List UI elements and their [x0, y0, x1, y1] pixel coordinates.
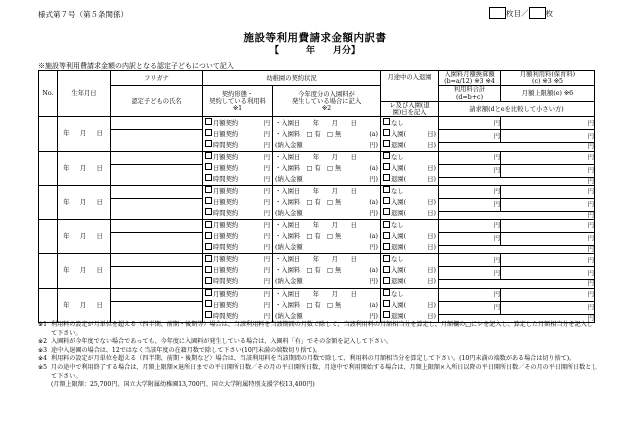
- furigana-field[interactable]: [111, 117, 203, 130]
- checkbox[interactable]: [205, 232, 212, 239]
- monthly-fee-field[interactable]: [439, 254, 501, 267]
- midway-out-label: 退園(: [391, 175, 407, 183]
- page-of-label: 枚目／: [506, 8, 529, 18]
- admission-cell: [273, 254, 381, 288]
- usage-fee-field[interactable]: [501, 151, 595, 164]
- header-monthly-limit: 月額上限額(e) ※6: [501, 86, 595, 101]
- checkbox[interactable]: [205, 300, 212, 307]
- checkbox[interactable]: [383, 289, 390, 296]
- admission-date-field[interactable]: ・入園日 年 月 日: [275, 222, 357, 230]
- admission-flag-field[interactable]: ・入園料 □ 有 □ 無: [275, 164, 342, 172]
- header-usage-fee: 月額利用料(保育料) (c) ※3 ※5: [501, 71, 595, 86]
- child-name-field[interactable]: [111, 301, 203, 322]
- checkbox[interactable]: [205, 255, 212, 262]
- yen-unit: 円: [493, 222, 500, 230]
- contract-cell: [203, 220, 273, 254]
- checkbox[interactable]: [205, 311, 212, 318]
- checkbox[interactable]: [205, 174, 212, 181]
- yen-unit: 円: [263, 175, 270, 183]
- admission-amount-field[interactable]: (納入金額: [275, 244, 303, 252]
- ymd-label: 年 月 日: [63, 267, 105, 275]
- admission-cell: [273, 220, 381, 254]
- footnote-text: 利用料の設定が月単位を超える（四半期、前期・後期など）場合は、当該利用料を当該期間の月数で除して、利用料の月額相当分を算定して下さい。(10円未満の端数がある場合は切り捨て)。: [51, 355, 576, 363]
- admission-date-field[interactable]: ・入園日 年 月 日: [275, 187, 357, 195]
- midway-none-label: なし: [391, 256, 404, 264]
- monthly-limit-field[interactable]: [501, 198, 595, 211]
- yen-unit: 円: [493, 269, 500, 277]
- usage-fee-field[interactable]: [501, 288, 595, 301]
- row-number-cell[interactable]: [39, 185, 58, 219]
- monthly-fee-field[interactable]: [439, 185, 501, 198]
- contract-option-label: 時間契約: [213, 209, 239, 217]
- midway-cell: [381, 117, 439, 151]
- yen-unit: 円: [587, 256, 594, 264]
- contract-option-label: 月額契約: [213, 222, 239, 230]
- yen-unit: 円: [493, 154, 500, 162]
- header-kindergarten-status: 幼稚園の契約状況: [203, 71, 381, 86]
- admission-amount-unit: 円): [369, 312, 378, 320]
- claim-amount-field[interactable]: [439, 143, 595, 151]
- yen-unit: 円: [263, 164, 270, 172]
- yen-unit: 円: [587, 235, 594, 243]
- contract-option-label: 時間契約: [213, 244, 239, 252]
- admission-amount-unit: 円): [369, 209, 378, 217]
- checkbox[interactable]: [383, 311, 390, 318]
- footnote-key: ※4: [38, 355, 47, 363]
- checkbox[interactable]: [383, 186, 390, 193]
- footnote: [38, 355, 598, 364]
- yen-unit: 円: [493, 201, 500, 209]
- child-name-field[interactable]: [111, 233, 203, 254]
- yen-unit: 円: [587, 119, 594, 127]
- checkbox[interactable]: [383, 197, 390, 204]
- yen-unit: 円: [263, 256, 270, 264]
- contract-option-label: 日額契約: [213, 198, 239, 206]
- yen-unit: 円: [493, 119, 500, 127]
- header-furigana: フリガナ: [111, 71, 203, 86]
- fee-total-field[interactable]: [439, 198, 501, 211]
- monthly-limit-field[interactable]: [501, 233, 595, 246]
- claim-amount-field[interactable]: [439, 211, 595, 219]
- header-claim-amount: 請求額(dとeを比較して小さい方): [439, 101, 595, 116]
- midway-none-label: なし: [391, 187, 404, 195]
- table-row: [39, 151, 595, 164]
- yen-unit: 円: [263, 198, 270, 206]
- footnote: [38, 338, 598, 347]
- ymd-label: 年 月 日: [63, 130, 105, 138]
- header-fee-total: 利用料合計 (d=b+c): [439, 86, 501, 101]
- ymd-label: 年 月 日: [63, 301, 105, 309]
- midway-cell: [381, 185, 439, 219]
- yen-unit: 円: [587, 314, 594, 322]
- header-admission-fee: 今年度分の入園料が 発生している場合に記入 ※2: [273, 86, 381, 117]
- yen-unit: 円: [587, 280, 594, 288]
- yen-unit: 円: [587, 132, 594, 140]
- midway-cell: [381, 151, 439, 185]
- page-count: [489, 7, 553, 19]
- checkbox[interactable]: [383, 277, 390, 284]
- day-unit: 日): [427, 198, 436, 206]
- yen-unit: 円: [587, 201, 594, 209]
- checkbox[interactable]: [205, 277, 212, 284]
- yen-unit: 円: [587, 303, 594, 311]
- yen-unit: 円: [587, 143, 594, 151]
- furigana-field[interactable]: [111, 254, 203, 267]
- midway-cell: [381, 254, 439, 288]
- admission-amount-unit: 円): [369, 278, 378, 286]
- day-unit: 日): [427, 164, 436, 172]
- row-number-cell[interactable]: [39, 117, 58, 151]
- claim-table: [38, 70, 595, 323]
- contract-option-label: 日額契約: [213, 164, 239, 172]
- yen-unit: 円: [263, 301, 270, 309]
- midway-in-label: 入園(: [391, 301, 407, 309]
- footnote: [38, 364, 598, 381]
- child-name-field[interactable]: [111, 164, 203, 185]
- monthly-limit-field[interactable]: [501, 164, 595, 177]
- monthly-limit-field[interactable]: [501, 130, 595, 143]
- admission-flag-mark: (a): [369, 267, 378, 275]
- footnote-text: (月額上限額：25,700円、国立大学附属幼稚園13,700円、国立大学附属特別支援学校13,400円): [51, 381, 315, 389]
- midway-none-label: なし: [391, 222, 404, 230]
- admission-date-field[interactable]: ・入園日 年 月 日: [275, 290, 357, 298]
- monthly-fee-field[interactable]: [439, 288, 501, 301]
- admission-date-field[interactable]: ・入園日 年 月 日: [275, 119, 357, 127]
- midway-out-label: 退園(: [391, 141, 407, 149]
- admission-flag-field[interactable]: ・入園料 □ 有 □ 無: [275, 233, 342, 241]
- contract-option-label: 日額契約: [213, 267, 239, 275]
- fee-total-field[interactable]: [439, 233, 501, 246]
- billing-period: 【 年 月分】: [269, 46, 360, 56]
- usage-fee-field[interactable]: [501, 220, 595, 233]
- admission-amount-field[interactable]: (納入金額: [275, 312, 303, 320]
- midway-none-label: なし: [391, 290, 404, 298]
- ymd-label: 年 月 日: [63, 233, 105, 241]
- checkbox[interactable]: [205, 221, 212, 228]
- row-number-cell[interactable]: [39, 220, 58, 254]
- yen-unit: 円: [263, 312, 270, 320]
- table-row: [39, 117, 595, 130]
- midway-in-label: 入園(: [391, 164, 407, 172]
- child-name-field[interactable]: [111, 130, 203, 151]
- fee-total-field[interactable]: [439, 301, 501, 314]
- admission-flag-mark: (a): [369, 301, 378, 309]
- day-unit: 日): [427, 244, 436, 252]
- contract-option-label: 月額契約: [213, 187, 239, 195]
- footnote-text: 入園料が今年度でない場合であっても、今年度に入園料が発生している場合は、入園料「有」でその金額を記入して下さい。: [51, 338, 393, 346]
- checkbox[interactable]: [205, 289, 212, 296]
- monthly-limit-field[interactable]: [501, 267, 595, 280]
- birth-date-field[interactable]: [58, 117, 111, 151]
- monthly-limit-field[interactable]: [501, 301, 595, 314]
- day-unit: 日): [427, 301, 436, 309]
- row-number-cell[interactable]: [39, 254, 58, 288]
- admission-flag-field[interactable]: ・入園料 □ 有 □ 無: [275, 130, 342, 138]
- yen-unit: 円: [493, 188, 500, 196]
- midway-in-label: 入園(: [391, 130, 407, 138]
- day-unit: 日): [427, 175, 436, 183]
- claim-amount-field[interactable]: [439, 177, 595, 185]
- ymd-label: 年 月 日: [63, 164, 105, 172]
- checkbox[interactable]: [383, 221, 390, 228]
- contract-option-label: 日額契約: [213, 301, 239, 309]
- admission-flag-mark: (a): [369, 198, 378, 206]
- checkbox[interactable]: [205, 243, 212, 250]
- yen-unit: 円: [587, 290, 594, 298]
- table-row: [39, 220, 595, 233]
- table-row: [39, 185, 595, 198]
- day-unit: 日): [427, 130, 436, 138]
- yen-unit: 円: [493, 290, 500, 298]
- admission-flag-mark: (a): [369, 130, 378, 138]
- birth-date-field[interactable]: [58, 220, 111, 254]
- contract-option-label: 日額契約: [213, 233, 239, 241]
- checkbox[interactable]: [383, 208, 390, 215]
- footnote: [38, 321, 598, 338]
- checkbox[interactable]: [383, 300, 390, 307]
- yen-unit: 円: [493, 167, 500, 175]
- admission-amount-unit: 円): [369, 175, 378, 183]
- yen-unit: 円: [263, 290, 270, 298]
- table-row: [39, 288, 595, 301]
- yen-unit: 円: [587, 188, 594, 196]
- day-unit: 日): [427, 141, 436, 149]
- yen-unit: 円: [263, 141, 270, 149]
- yen-unit: 円: [587, 154, 594, 162]
- yen-unit: 円: [493, 132, 500, 140]
- header-midway: 月途中の入退園: [381, 71, 439, 102]
- footnote-text: 月の途中で利用終了する場合は、月額上限額×退所日までの平日開所日数／その月の平日開所日数、月途中で利用開始する場合は、月額上限額×入所日以降の平日開所日数／その月の平日開所日数として下さい。: [51, 363, 598, 380]
- yen-unit: 円: [587, 246, 594, 254]
- yen-unit: 円: [263, 130, 270, 138]
- checkbox[interactable]: [383, 163, 390, 170]
- yen-unit: 円: [263, 278, 270, 286]
- midway-none-label: なし: [391, 119, 404, 127]
- monthly-fee-field[interactable]: [439, 117, 501, 130]
- contract-option-label: 時間契約: [213, 141, 239, 149]
- form-title: 施設等利用費請求金額内訳書: [243, 32, 387, 44]
- yen-unit: 円: [263, 267, 270, 275]
- yen-unit: 円: [263, 187, 270, 195]
- admission-cell: [273, 185, 381, 219]
- birth-date-field[interactable]: [58, 151, 111, 185]
- checkbox[interactable]: [205, 208, 212, 215]
- midway-out-label: 退園(: [391, 278, 407, 286]
- admission-amount-field[interactable]: (納入金額: [275, 141, 303, 149]
- header-contract-form: 契約形態・ 契約している利用料 ※1: [203, 86, 273, 117]
- checkbox[interactable]: [383, 140, 390, 147]
- day-unit: 日): [427, 278, 436, 286]
- midway-out-label: 退園(: [391, 312, 407, 320]
- ymd-label: 年 月 日: [63, 198, 105, 206]
- checkbox[interactable]: [205, 152, 212, 159]
- furigana-field[interactable]: [111, 288, 203, 301]
- footnote-key: ※1: [38, 321, 47, 328]
- yen-unit: 円: [493, 235, 500, 243]
- claim-amount-field[interactable]: [439, 246, 595, 254]
- footnote-text: 途中入退園の場合は、12ではなく当該年度の在籍月数で除して下さい(10円未満の端数切り捨て)。: [51, 346, 322, 354]
- contract-option-label: 月額契約: [213, 256, 239, 264]
- yen-unit: 円: [587, 177, 594, 185]
- row-number-cell[interactable]: [39, 288, 58, 322]
- header-child-name: 認定子どもの氏名: [111, 86, 203, 117]
- midway-out-label: 退園(: [391, 244, 407, 252]
- yen-unit: 円: [587, 211, 594, 219]
- table-row: [39, 254, 595, 267]
- footnote-key: ※3: [38, 346, 47, 354]
- checkbox[interactable]: [205, 197, 212, 204]
- usage-fee-field[interactable]: [501, 185, 595, 198]
- admission-amount-field[interactable]: (納入金額: [275, 278, 303, 286]
- admission-flag-field[interactable]: ・入園料 □ 有 □ 無: [275, 267, 342, 275]
- child-name-field[interactable]: [111, 267, 203, 288]
- footnote: [38, 381, 598, 390]
- admission-cell: [273, 288, 381, 322]
- header-birth-date: 生年月日: [58, 71, 111, 117]
- contract-option-label: 時間契約: [213, 175, 239, 183]
- furigana-field[interactable]: [111, 151, 203, 164]
- yen-unit: 円: [263, 233, 270, 241]
- contract-cell: [203, 288, 273, 322]
- checkbox[interactable]: [205, 163, 212, 170]
- admission-date-field[interactable]: ・入園日 年 月 日: [275, 256, 357, 264]
- admission-amount-field[interactable]: (納入金額: [275, 175, 303, 183]
- footnote-key: [38, 381, 51, 390]
- midway-in-label: 入園(: [391, 198, 407, 206]
- checkbox[interactable]: [383, 118, 390, 125]
- checkbox[interactable]: [205, 266, 212, 273]
- header-monthly-fee: 入園料月額換算額 (b=a/12) ※3 ※4: [439, 71, 501, 86]
- contract-cell: [203, 254, 273, 288]
- furigana-field[interactable]: [111, 185, 203, 198]
- yen-unit: 円: [587, 167, 594, 175]
- footnote-key: ※2: [38, 338, 47, 346]
- midway-none-label: なし: [391, 153, 404, 161]
- page-number-field[interactable]: [489, 7, 506, 19]
- midway-cell: [381, 220, 439, 254]
- checkbox[interactable]: [205, 140, 212, 147]
- day-unit: 日): [427, 233, 436, 241]
- top-note: ※施設等利用費請求金額の内訳となる認定子どもについて記入: [38, 62, 234, 70]
- midway-out-label: 退園(: [391, 209, 407, 217]
- contract-option-label: 月額契約: [213, 153, 239, 161]
- birth-date-field[interactable]: [58, 288, 111, 322]
- claim-amount-field[interactable]: [439, 280, 595, 288]
- midway-in-label: 入園(: [391, 233, 407, 241]
- admission-amount-unit: 円): [369, 141, 378, 149]
- yen-unit: 円: [263, 222, 270, 230]
- admission-flag-mark: (a): [369, 164, 378, 172]
- yen-unit: 円: [263, 119, 270, 127]
- contract-cell: [203, 151, 273, 185]
- fee-total-field[interactable]: [439, 267, 501, 280]
- contract-option-label: 月額契約: [213, 290, 239, 298]
- birth-date-field[interactable]: [58, 185, 111, 219]
- row-number-cell[interactable]: [39, 151, 58, 185]
- checkbox[interactable]: [383, 174, 390, 181]
- day-unit: 日): [427, 267, 436, 275]
- contract-option-label: 日額契約: [213, 130, 239, 138]
- yen-unit: 円: [263, 209, 270, 217]
- header-no: No.: [39, 71, 58, 117]
- yen-unit: 円: [263, 153, 270, 161]
- contract-option-label: 月額契約: [213, 119, 239, 127]
- checkbox[interactable]: [383, 243, 390, 250]
- footnote-text: 利用料の設定が月単位を超える（四半期、前期・後期等）場合は、当該利用料を当該期間の月数で除して、当該利用料の月額相当分を算定し、月額欄の□にレを記入し、算定した月額相当分を記入して下さい。: [51, 321, 593, 337]
- admission-cell: [273, 151, 381, 185]
- day-unit: 日): [427, 312, 436, 320]
- form-number: 様式第７号（第５条関係）: [38, 10, 128, 19]
- admission-flag-field[interactable]: ・入園料 □ 有 □ 無: [275, 301, 342, 309]
- midway-in-label: 入園(: [391, 267, 407, 275]
- yen-unit: 円: [263, 244, 270, 252]
- checkbox[interactable]: [383, 255, 390, 262]
- fee-total-field[interactable]: [439, 164, 501, 177]
- admission-amount-field[interactable]: (納入金額: [275, 209, 303, 217]
- birth-date-field[interactable]: [58, 254, 111, 288]
- contract-cell: [203, 117, 273, 151]
- checkbox[interactable]: [383, 129, 390, 136]
- checkbox[interactable]: [383, 232, 390, 239]
- page-total-field[interactable]: [529, 7, 546, 19]
- furigana-field[interactable]: [111, 220, 203, 233]
- admission-cell: [273, 117, 381, 151]
- monthly-fee-field[interactable]: [439, 151, 501, 164]
- checkbox[interactable]: [205, 118, 212, 125]
- admission-amount-unit: 円): [369, 244, 378, 252]
- fee-total-field[interactable]: [439, 130, 501, 143]
- yen-unit: 円: [493, 256, 500, 264]
- usage-fee-field[interactable]: [501, 254, 595, 267]
- yen-unit: 円: [493, 303, 500, 311]
- yen-unit: 円: [587, 222, 594, 230]
- monthly-fee-field[interactable]: [439, 220, 501, 233]
- child-name-field[interactable]: [111, 198, 203, 219]
- day-unit: 日): [427, 209, 436, 217]
- checkbox[interactable]: [383, 152, 390, 159]
- contract-option-label: 時間契約: [213, 312, 239, 320]
- checkbox[interactable]: [383, 266, 390, 273]
- midway-cell: [381, 288, 439, 322]
- admission-flag-field[interactable]: ・入園料 □ 有 □ 無: [275, 198, 342, 206]
- footnote-key: ※5: [38, 363, 47, 371]
- checkbox[interactable]: [205, 186, 212, 193]
- header-midway-sub: レ及び入園(退 園)日を記入: [381, 101, 439, 116]
- yen-unit: 円: [587, 269, 594, 277]
- contract-option-label: 時間契約: [213, 278, 239, 286]
- footnotes: [38, 321, 598, 390]
- admission-date-field[interactable]: ・入園日 年 月 日: [275, 153, 357, 161]
- usage-fee-field[interactable]: [501, 117, 595, 130]
- contract-cell: [203, 185, 273, 219]
- checkbox[interactable]: [205, 129, 212, 136]
- admission-flag-mark: (a): [369, 233, 378, 241]
- page-total-label: 枚: [545, 8, 553, 18]
